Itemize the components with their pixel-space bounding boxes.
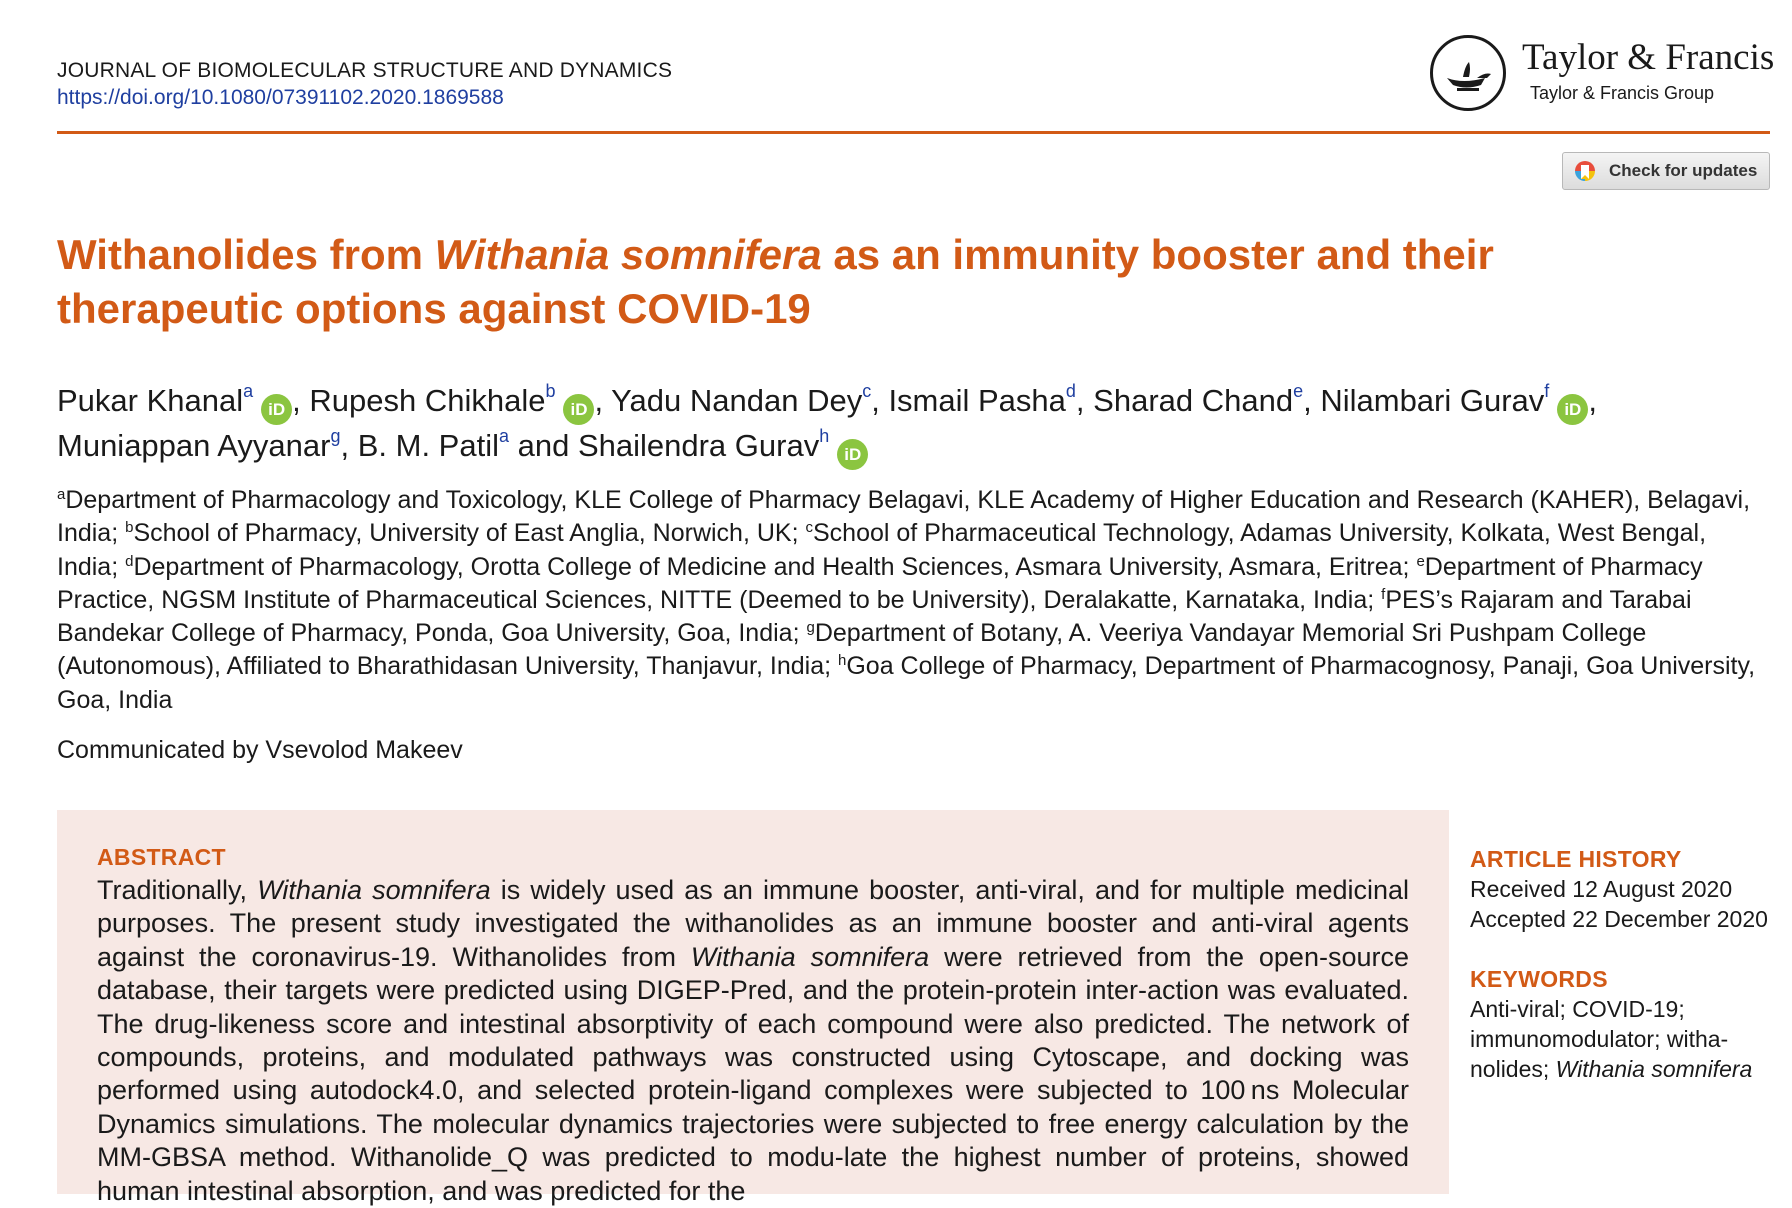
abstract-segment: were retrieved from the open-source database, their targets were predicted using DIGEP-Pred, and the protein-protein inter-action was evaluated. The drug-likeness score and intestinal absorptivity of each compound were also predicted. The network of compounds, proteins, and modulated pathways was constructed using Cytoscape, and docking was performed using autodock4.0, and selected protein-ligand complexes were subjected to 100 ns Molecular Dynamics simulations. The molecular dynamics trajectories were subjected to free energy calculation by the MM-GBSA method. Withanolide_Q was predicted to modu-late the highest number of proteins, showed human intestinal absorption, and was predicted for the <box>97 941 1409 1206</box>
orcid-icon[interactable]: iD <box>837 439 868 470</box>
author-separator: and <box>509 428 578 463</box>
affiliation-marker: h <box>838 652 847 670</box>
author-name[interactable]: Sharad Chand <box>1093 383 1294 418</box>
affiliation-text: Department of Pharmacology and Toxicology, KLE College of Pharmacy Belagavi, KLE Academy of Higher Education and Research (KAHER), Belagavi, India; <box>57 486 1751 548</box>
doi-link[interactable]: https://doi.org/10.1080/07391102.2020.1869588 <box>57 86 504 109</box>
affiliation-marker: a <box>57 486 66 503</box>
communicated-by: Communicated by Vsevolod Makeev <box>57 736 463 764</box>
author-name[interactable]: Shailendra Gurav <box>577 428 820 463</box>
author-affiliation-marker[interactable]: c <box>862 381 872 401</box>
author-name[interactable]: Muniappan Ayyanar <box>57 428 331 463</box>
author-separator: , <box>1588 383 1597 418</box>
article-title <box>57 228 1707 336</box>
received-date: Received 12 August 2020 <box>1470 876 1733 902</box>
affiliation-text: Department of Pharmacy Practice, NGSM Institute of Pharmaceutical Sciences, NITTE (Deemed to be University), Deralakatte, Karnataka, India; <box>57 552 1703 614</box>
check-updates-label: Check for updates <box>1609 161 1758 180</box>
affiliation-marker: g <box>806 619 815 637</box>
author-name[interactable]: Ismail Pasha <box>888 383 1066 418</box>
affiliation-marker: e <box>1416 552 1425 570</box>
orcid-icon[interactable]: iD <box>261 394 292 425</box>
crossmark-icon <box>1573 159 1597 183</box>
abstract-text <box>97 874 1409 1208</box>
publisher-logo <box>1430 33 1775 118</box>
abstract-italic-term: Withania somnifera <box>690 941 930 972</box>
keywords-list: Anti-viral; COVID-19; immunomodulator; witha-nolides; <box>1470 996 1729 1082</box>
lamp-logo-icon <box>1430 35 1506 111</box>
publisher-group: Taylor & Francis Group <box>1530 83 1715 103</box>
author-separator: , <box>871 383 889 418</box>
author-affiliation-marker[interactable]: d <box>1065 381 1076 401</box>
orcid-icon[interactable]: iD <box>1557 394 1588 425</box>
keywords-heading: KEYWORDS <box>1470 966 1608 992</box>
author-affiliation-marker[interactable]: b <box>545 381 556 401</box>
affiliation-text: Department of Pharmacology, Orotta College of Medicine and Health Sciences, Asmara University, Asmara, Eritrea; <box>133 552 1417 581</box>
author-name[interactable]: B. M. Patil <box>357 428 499 463</box>
author-separator: , <box>292 383 310 418</box>
abstract-box <box>57 810 1449 1206</box>
author-name[interactable]: Rupesh Chikhale <box>309 383 546 418</box>
header-divider <box>57 131 1770 134</box>
author-list <box>57 380 1757 470</box>
author-affiliation-marker[interactable]: f <box>1544 381 1550 401</box>
affiliation-text: School of Pharmaceutical Technology, Adamas University, Kolkata, West Bengal, India; <box>57 519 1707 581</box>
author-affiliation-marker[interactable]: a <box>243 381 254 401</box>
affiliation-text: Department of Botany, A. Veeriya Vandayar Memorial Sri Pushpam College (Autonomous), Affiliated to Bharathidasan University, Thanjavur, India; <box>57 619 1647 681</box>
accepted-date: Accepted 22 December 2020 <box>1470 906 1768 932</box>
article-history-heading: ARTICLE HISTORY <box>1470 846 1682 872</box>
article-sidebar <box>1470 844 1775 1084</box>
author-separator: , <box>1075 383 1094 418</box>
author-separator: , <box>1303 383 1321 418</box>
affiliation-text: Goa College of Pharmacy, Department of Pharmacognosy, Panaji, Goa University, Goa, India <box>57 652 1756 714</box>
affiliation-marker: c <box>805 519 813 537</box>
author-affiliation-marker[interactable]: e <box>1293 381 1304 401</box>
keywords-text <box>1470 994 1770 1084</box>
abstract-heading: ABSTRACT <box>97 844 226 870</box>
affiliation-marker: f <box>1381 585 1386 603</box>
affiliation-list <box>57 484 1773 717</box>
author-affiliation-marker[interactable]: g <box>330 426 341 446</box>
orcid-icon[interactable]: iD <box>563 394 594 425</box>
abstract-segment: Traditionally, <box>97 875 258 905</box>
abstract-segment: is widely used as an immune booster, anti-viral, and for multiple medicinal purposes. The present study investigated the withanolides as an immune booster and anti-viral agents against the coronavirus-19. Withanolides from <box>97 875 1410 972</box>
affiliation-marker: d <box>125 552 134 570</box>
title-part2: as an immunity booster and their therapeutic options against COVID-19 <box>57 231 1494 332</box>
journal-name: JOURNAL OF BIOMOLECULAR STRUCTURE AND DYNAMICS <box>57 59 673 82</box>
abstract-italic-term: Withania somnifera <box>257 875 491 905</box>
title-italic: Withania somnifera <box>434 231 822 278</box>
affiliation-marker: b <box>125 519 134 537</box>
author-name[interactable]: Pukar Khanal <box>57 383 244 418</box>
keywords-italic: Withania somnifera <box>1555 1056 1753 1082</box>
author-separator: , <box>340 428 358 463</box>
author-separator: , <box>594 383 612 418</box>
author-affiliation-marker[interactable]: a <box>498 426 509 446</box>
affiliation-text: PES’s Rajaram and Tarabai Bandekar College of Pharmacy, Ponda, Goa University, Goa, India; <box>57 585 1692 648</box>
affiliation-text: School of Pharmacy, University of East Anglia, Norwich, UK; <box>133 519 806 548</box>
author-name[interactable]: Nilambari Gurav <box>1320 383 1545 418</box>
check-updates-button[interactable] <box>1562 152 1770 190</box>
title-part1: Withanolides from <box>57 231 435 278</box>
publisher-name: Taylor & Francis <box>1522 37 1775 78</box>
author-name[interactable]: Yadu Nandan Dey <box>611 383 863 418</box>
author-affiliation-marker[interactable]: h <box>819 426 830 446</box>
